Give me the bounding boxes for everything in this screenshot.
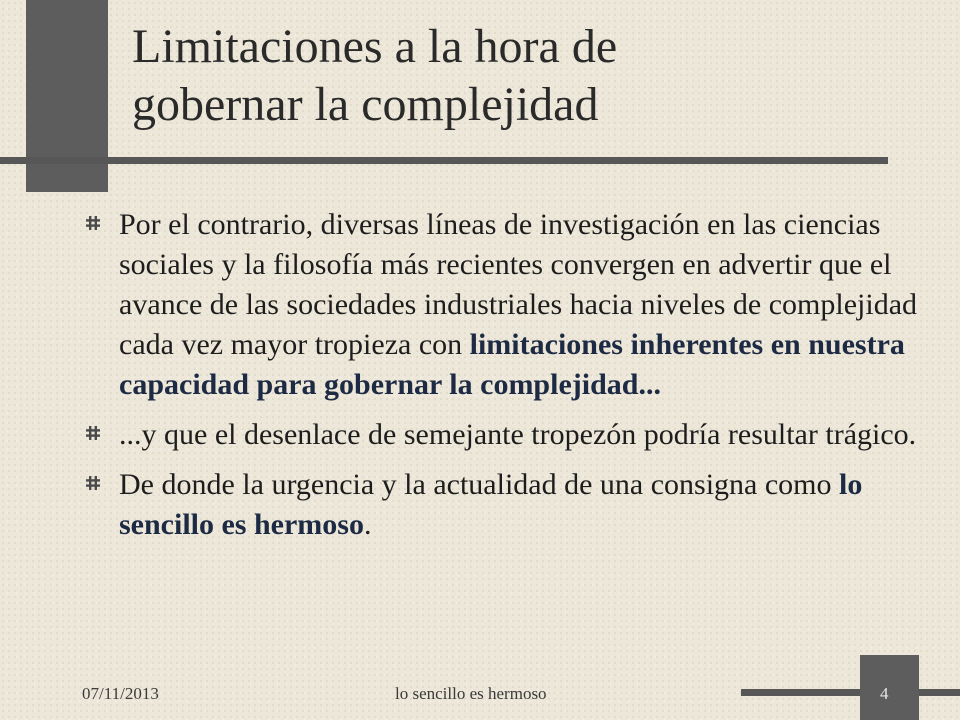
title-line-1: Limitaciones a la hora de	[132, 20, 618, 73]
bullet-text-after: .	[363, 508, 372, 541]
slide-title	[132, 18, 932, 134]
footer-date: 07/11/2013	[82, 684, 159, 703]
bullet-item	[86, 465, 936, 545]
bullet-emphasis: lo sencillo es hermoso	[119, 468, 863, 541]
slide-content	[86, 205, 936, 555]
hash-bullet-icon	[86, 216, 100, 230]
bullet-text: ...y que el desenlace de semejante tropezón podría resultar trágico.	[119, 418, 917, 451]
hash-bullet-icon	[86, 426, 100, 440]
footer-title: lo sencillo es hermoso	[395, 684, 547, 703]
footer-rule	[741, 689, 960, 696]
bullet-item	[86, 415, 936, 455]
title-line-2: gobernar la complejidad	[132, 78, 599, 131]
bullet-text: Por el contrario, diversas líneas de investigación en las ciencias sociales y la filosofía más recientes convergen en advertir que el avance de las sociedades industriales hacia niveles de complejidad cada vez mayor tropieza con	[119, 208, 918, 361]
page-number: 4	[880, 684, 889, 703]
footer-accent-block	[860, 655, 919, 720]
bullet-text: De donde la urgencia y la actualidad de una consigna como	[119, 468, 840, 501]
bullet-emphasis: limitaciones inherentes en nuestra capacidad para gobernar la complejidad...	[119, 328, 905, 401]
hash-bullet-icon	[86, 476, 100, 490]
title-rule	[0, 157, 888, 164]
bullet-item	[86, 205, 936, 405]
